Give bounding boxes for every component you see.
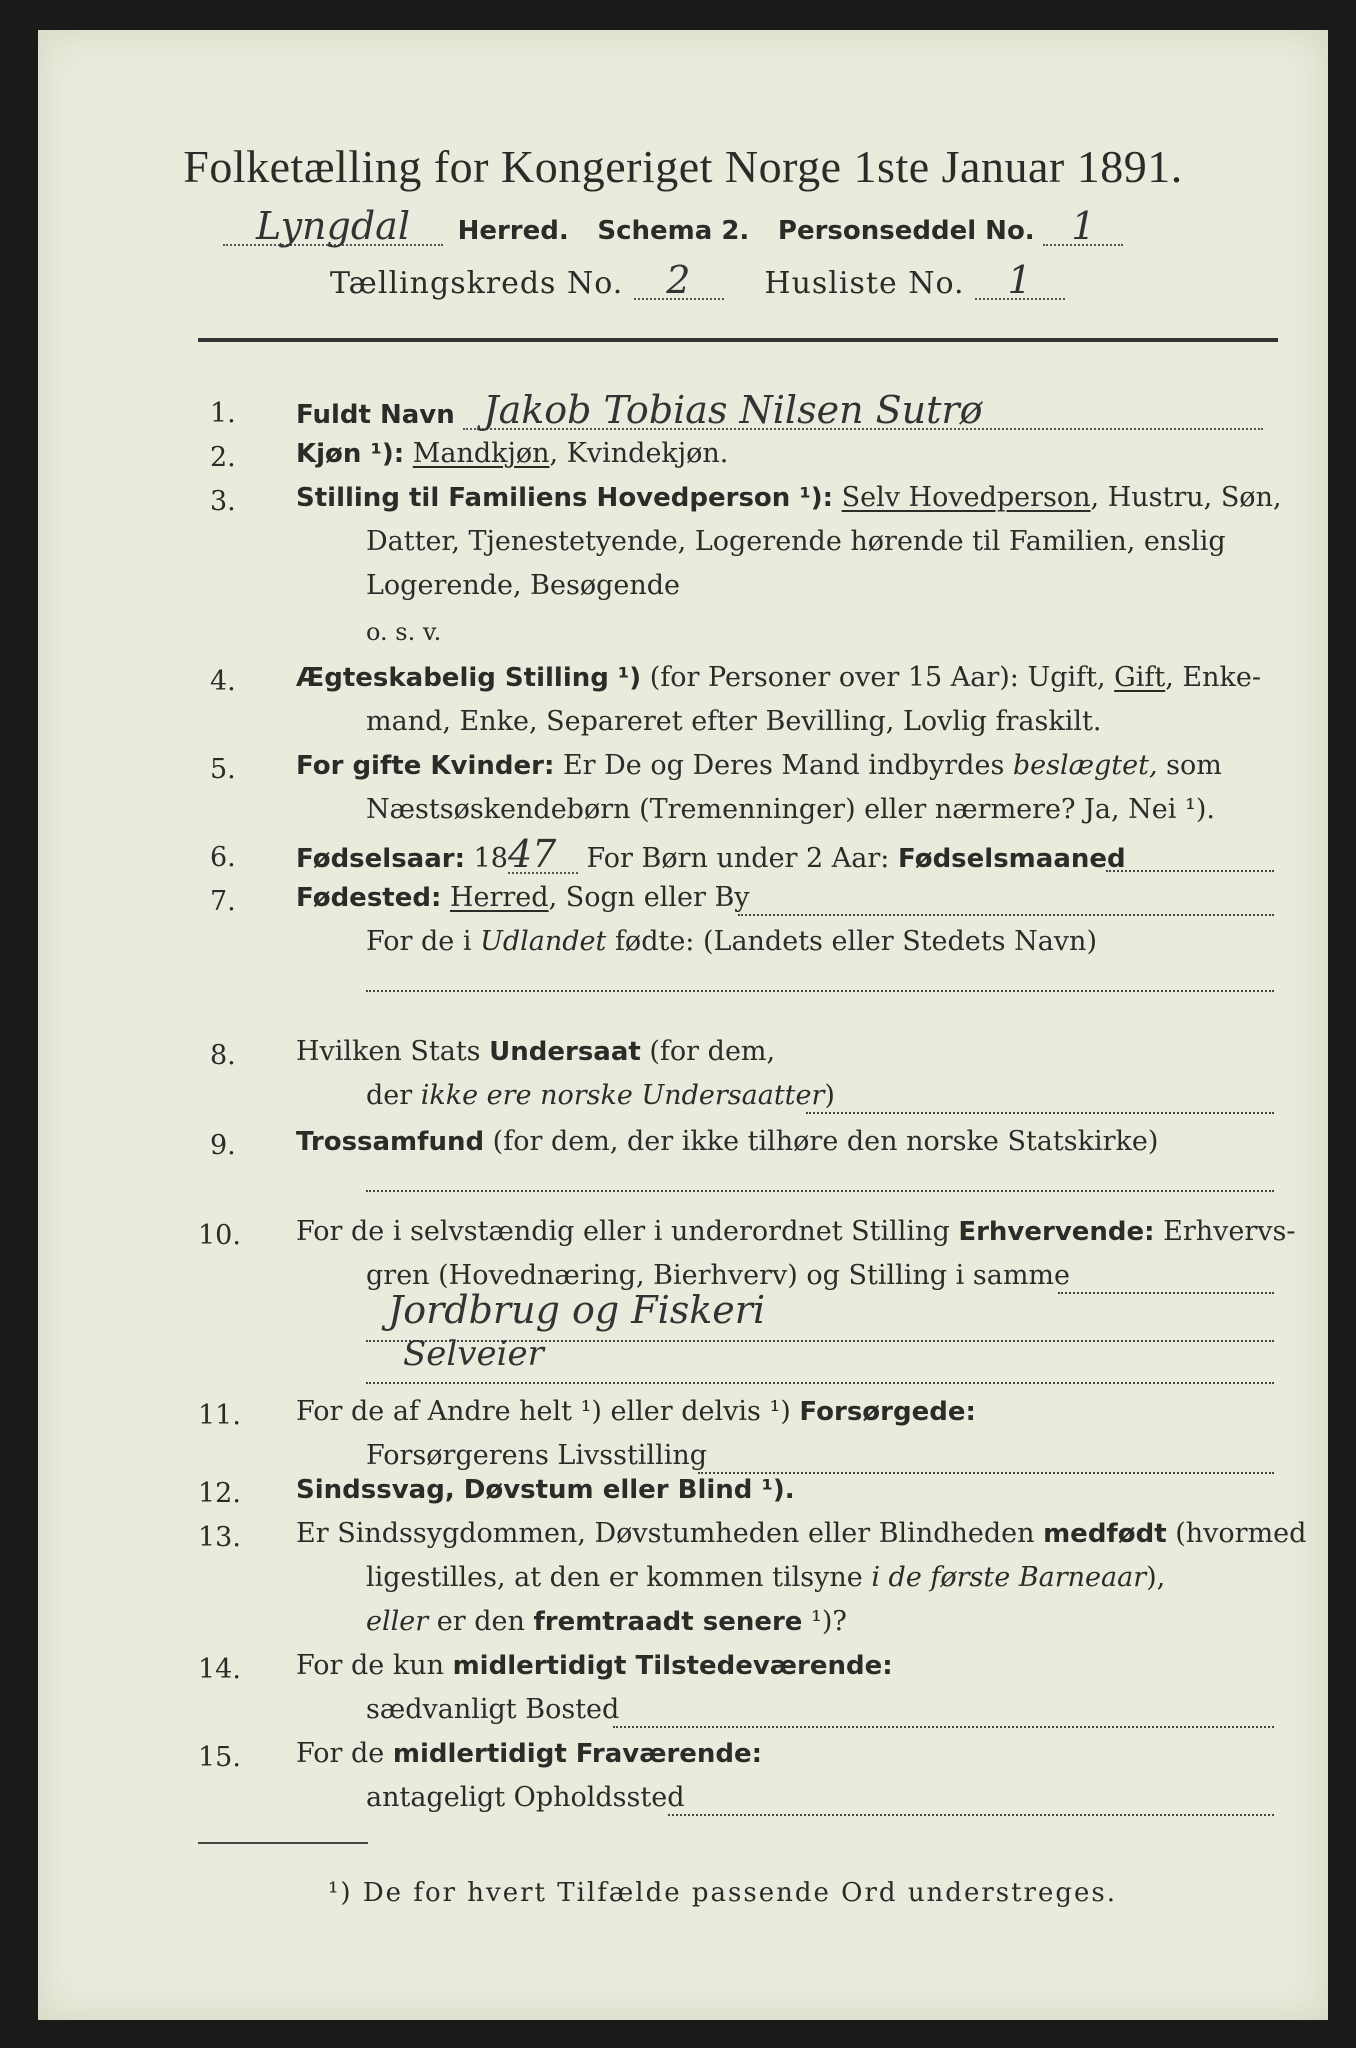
item-15: [296, 1736, 762, 1772]
occupation-label: Erhvervende:: [958, 1217, 1155, 1247]
item-2-number: 2.: [210, 442, 236, 473]
item-6-number: 6.: [210, 842, 236, 873]
item-12: [296, 1472, 795, 1508]
occupation-blank-3: [366, 1382, 1274, 1384]
sex-selected: Mandkjøn: [412, 438, 550, 469]
supported-pre: For de af Andre helt ¹) eller delvis ¹): [296, 1396, 800, 1427]
married-women-label: For gifte Kvinder:: [296, 751, 555, 781]
citizen-pre: Hvilken Stats: [296, 1036, 490, 1067]
congenital-rest: (hvormed: [1166, 1518, 1307, 1549]
item-9-number: 9.: [210, 1130, 236, 1161]
married-women-rest: som: [1157, 750, 1222, 781]
item-13-line3: [366, 1604, 847, 1640]
absent-label: midlertidigt Fraværende:: [392, 1739, 763, 1769]
census-form-sheet: [38, 30, 1328, 2020]
item-1-number: 1.: [210, 398, 236, 429]
item-15-number: 15.: [198, 1742, 241, 1773]
citizen-l2-pre: der: [366, 1080, 421, 1111]
item-14-line2: sædvanligt Bosted: [366, 1694, 620, 1725]
occupation-value: Jordbrug og Fiskeri: [388, 1288, 766, 1332]
item-12-number: 12.: [198, 1478, 241, 1509]
item-8-line2: [366, 1078, 835, 1114]
supported-label: Forsørgede:: [799, 1397, 976, 1427]
congenital-l2-rest: ),: [1146, 1562, 1166, 1593]
marital-pre: (for Personer over 15 Aar): Ugift,: [641, 662, 1115, 693]
herred-line: [223, 204, 1123, 249]
item-7-number: 7.: [210, 886, 236, 917]
personseddel-number: 1: [1043, 208, 1123, 246]
item-3-line3: Logerende, Besøgende: [366, 570, 680, 601]
stay-blank: [668, 1814, 1274, 1816]
herred-name: Lyngdal: [223, 208, 443, 246]
abroad-rest: fødte: (Landets eller Stedets Navn): [606, 926, 1097, 957]
birth-year-label: Fødselsaar:: [296, 844, 465, 874]
form-title: Folketælling for Kongeriget Norge 1ste Januar 1891.: [183, 141, 1183, 192]
item-7: [296, 880, 750, 916]
item-10: [296, 1214, 1296, 1250]
kreds-line: [330, 258, 1065, 302]
birthplace-label: Fødested:: [296, 883, 442, 913]
position-selected: Selv Hovedperson: [841, 482, 1091, 513]
congenital-l3-rest: ¹)?: [802, 1606, 847, 1637]
absent-pre: For de: [296, 1738, 393, 1769]
congenital-label: medfødt: [1043, 1519, 1167, 1549]
item-5-number: 5.: [210, 754, 236, 785]
kreds-label: Tællingskreds No.: [330, 266, 624, 301]
citizen-l2-rest: ): [824, 1080, 835, 1111]
abroad-blank: [366, 990, 1274, 992]
religion-blank: [366, 1190, 1274, 1192]
birthplace-options: , Sogn eller By: [548, 882, 750, 913]
sex-options: , Kvindekjøn.: [549, 438, 729, 469]
item-1: [296, 388, 1263, 433]
full-name-label: Fuldt Navn: [296, 400, 455, 430]
herred-label: Herred.: [457, 216, 569, 246]
husliste-label: Husliste No.: [764, 266, 965, 301]
birth-year-prefix: 18: [465, 843, 508, 874]
occupation-rest: Erhvervs-: [1154, 1216, 1296, 1247]
item-13-number: 13.: [198, 1522, 241, 1553]
item-11-number: 11.: [198, 1400, 241, 1431]
item-14-number: 14.: [198, 1654, 241, 1685]
husliste-number: 1: [975, 262, 1065, 300]
position-options: , Hustru, Søn,: [1090, 482, 1282, 513]
citizen-blank: [806, 1112, 1274, 1114]
birth-month-label: Fødselsmaaned: [898, 844, 1126, 874]
religion-label: Trossamfund: [296, 1127, 485, 1157]
marital-rest: , Enke-: [1165, 662, 1261, 693]
item-11-line2: Forsørgerens Livsstilling: [366, 1440, 708, 1471]
item-5: [296, 748, 1222, 784]
item-7-line2: [366, 924, 1097, 960]
schema-label: Schema 2.: [597, 216, 750, 246]
congenital-l3-pre: er den: [428, 1606, 534, 1637]
item-8: [296, 1034, 775, 1070]
citizen-label: Undersaat: [489, 1037, 641, 1067]
congenital-l2-pre: ligestilles, at den er kommen tilsyne: [366, 1562, 872, 1593]
item-13: [296, 1516, 1306, 1552]
birth-month-blank: [1106, 870, 1274, 872]
occupation-blank-1: [1058, 1292, 1274, 1294]
item-3-number: 3.: [210, 486, 236, 517]
congenital-l3-bold: fremtraadt senere: [533, 1607, 803, 1637]
abroad-pre: For de i: [366, 926, 481, 957]
present-pre: For de kun: [296, 1650, 453, 1681]
item-3: [296, 480, 1282, 516]
disability-label: Sindssvag, Døvstum eller Blind ¹).: [296, 1475, 795, 1505]
occupation-status-value: Selveier: [403, 1334, 544, 1374]
full-name-value: Jakob Tobias Nilsen Sutrø: [463, 392, 1263, 430]
birth-year-value: 47: [508, 836, 578, 874]
item-10-line2: gren (Hovednæring, Bierhverv) og Stilling i samme: [366, 1260, 1071, 1291]
header-rule: [198, 338, 1278, 342]
footnote-rule: [198, 1842, 368, 1844]
item-5-line2: Næstsøskendebørn (Tremenninger) eller nærmere? Ja, Nei ¹).: [366, 794, 1215, 825]
congenital-l3-italic: eller: [366, 1606, 429, 1637]
congenital-l2-italic: i de første Barneaar: [871, 1562, 1147, 1593]
marital-label: Ægteskabelig Stilling ¹): [296, 663, 642, 693]
item-9: [296, 1124, 1158, 1160]
personseddel-label: Personseddel No.: [777, 216, 1035, 246]
congenital-pre: Er Sindssygdommen, Døvstumheden eller Blindheden: [296, 1518, 1044, 1549]
item-13-line2: [366, 1560, 1165, 1596]
item-15-line2: antageligt Opholdssted: [366, 1782, 685, 1813]
married-women-pre: Er De og Deres Mand indbyrdes: [554, 750, 1013, 781]
kreds-number: 2: [634, 262, 724, 300]
item-14: [296, 1648, 893, 1684]
item-3-line2: Datter, Tjenestetyende, Logerende hørende til Familien, enslig: [366, 526, 1226, 557]
religion-rest: (for dem, der ikke tilhøre den norske Statskirke): [484, 1126, 1159, 1157]
item-6: [296, 832, 1126, 877]
position-label: Stilling til Familiens Hovedperson ¹):: [296, 483, 834, 513]
citizen-rest: (for dem,: [640, 1036, 776, 1067]
item-4-line2: mand, Enke, Separeret efter Bevilling, Lovlig fraskilt.: [366, 706, 1102, 737]
sex-label: Kjøn ¹):: [296, 439, 405, 469]
footnote: ¹) De for hvert Tilfælde passende Ord understreges.: [328, 1878, 1118, 1908]
citizen-l2-italic: ikke ere norske Undersaatter: [420, 1080, 825, 1111]
item-11: [296, 1394, 976, 1430]
item-8-number: 8.: [210, 1040, 236, 1071]
residence-blank: [613, 1726, 1274, 1728]
item-3-line4: o. s. v.: [366, 618, 442, 646]
item-10-number: 10.: [198, 1220, 241, 1251]
birth-month-pre: For Børn under 2 Aar:: [577, 843, 898, 874]
item-4: [296, 660, 1261, 696]
occupation-pre: For de i selvstændig eller i underordnet Stilling: [296, 1216, 959, 1247]
birthplace-selected: Herred: [449, 882, 549, 913]
marital-selected: Gift: [1114, 662, 1166, 693]
item-4-number: 4.: [210, 666, 236, 697]
married-women-italic: beslægtet,: [1012, 750, 1158, 781]
birthplace-blank: [738, 914, 1274, 916]
present-label: midlertidigt Tilstedeværende:: [452, 1651, 893, 1681]
abroad-italic: Udlandet: [480, 926, 607, 957]
item-2: [296, 436, 728, 472]
